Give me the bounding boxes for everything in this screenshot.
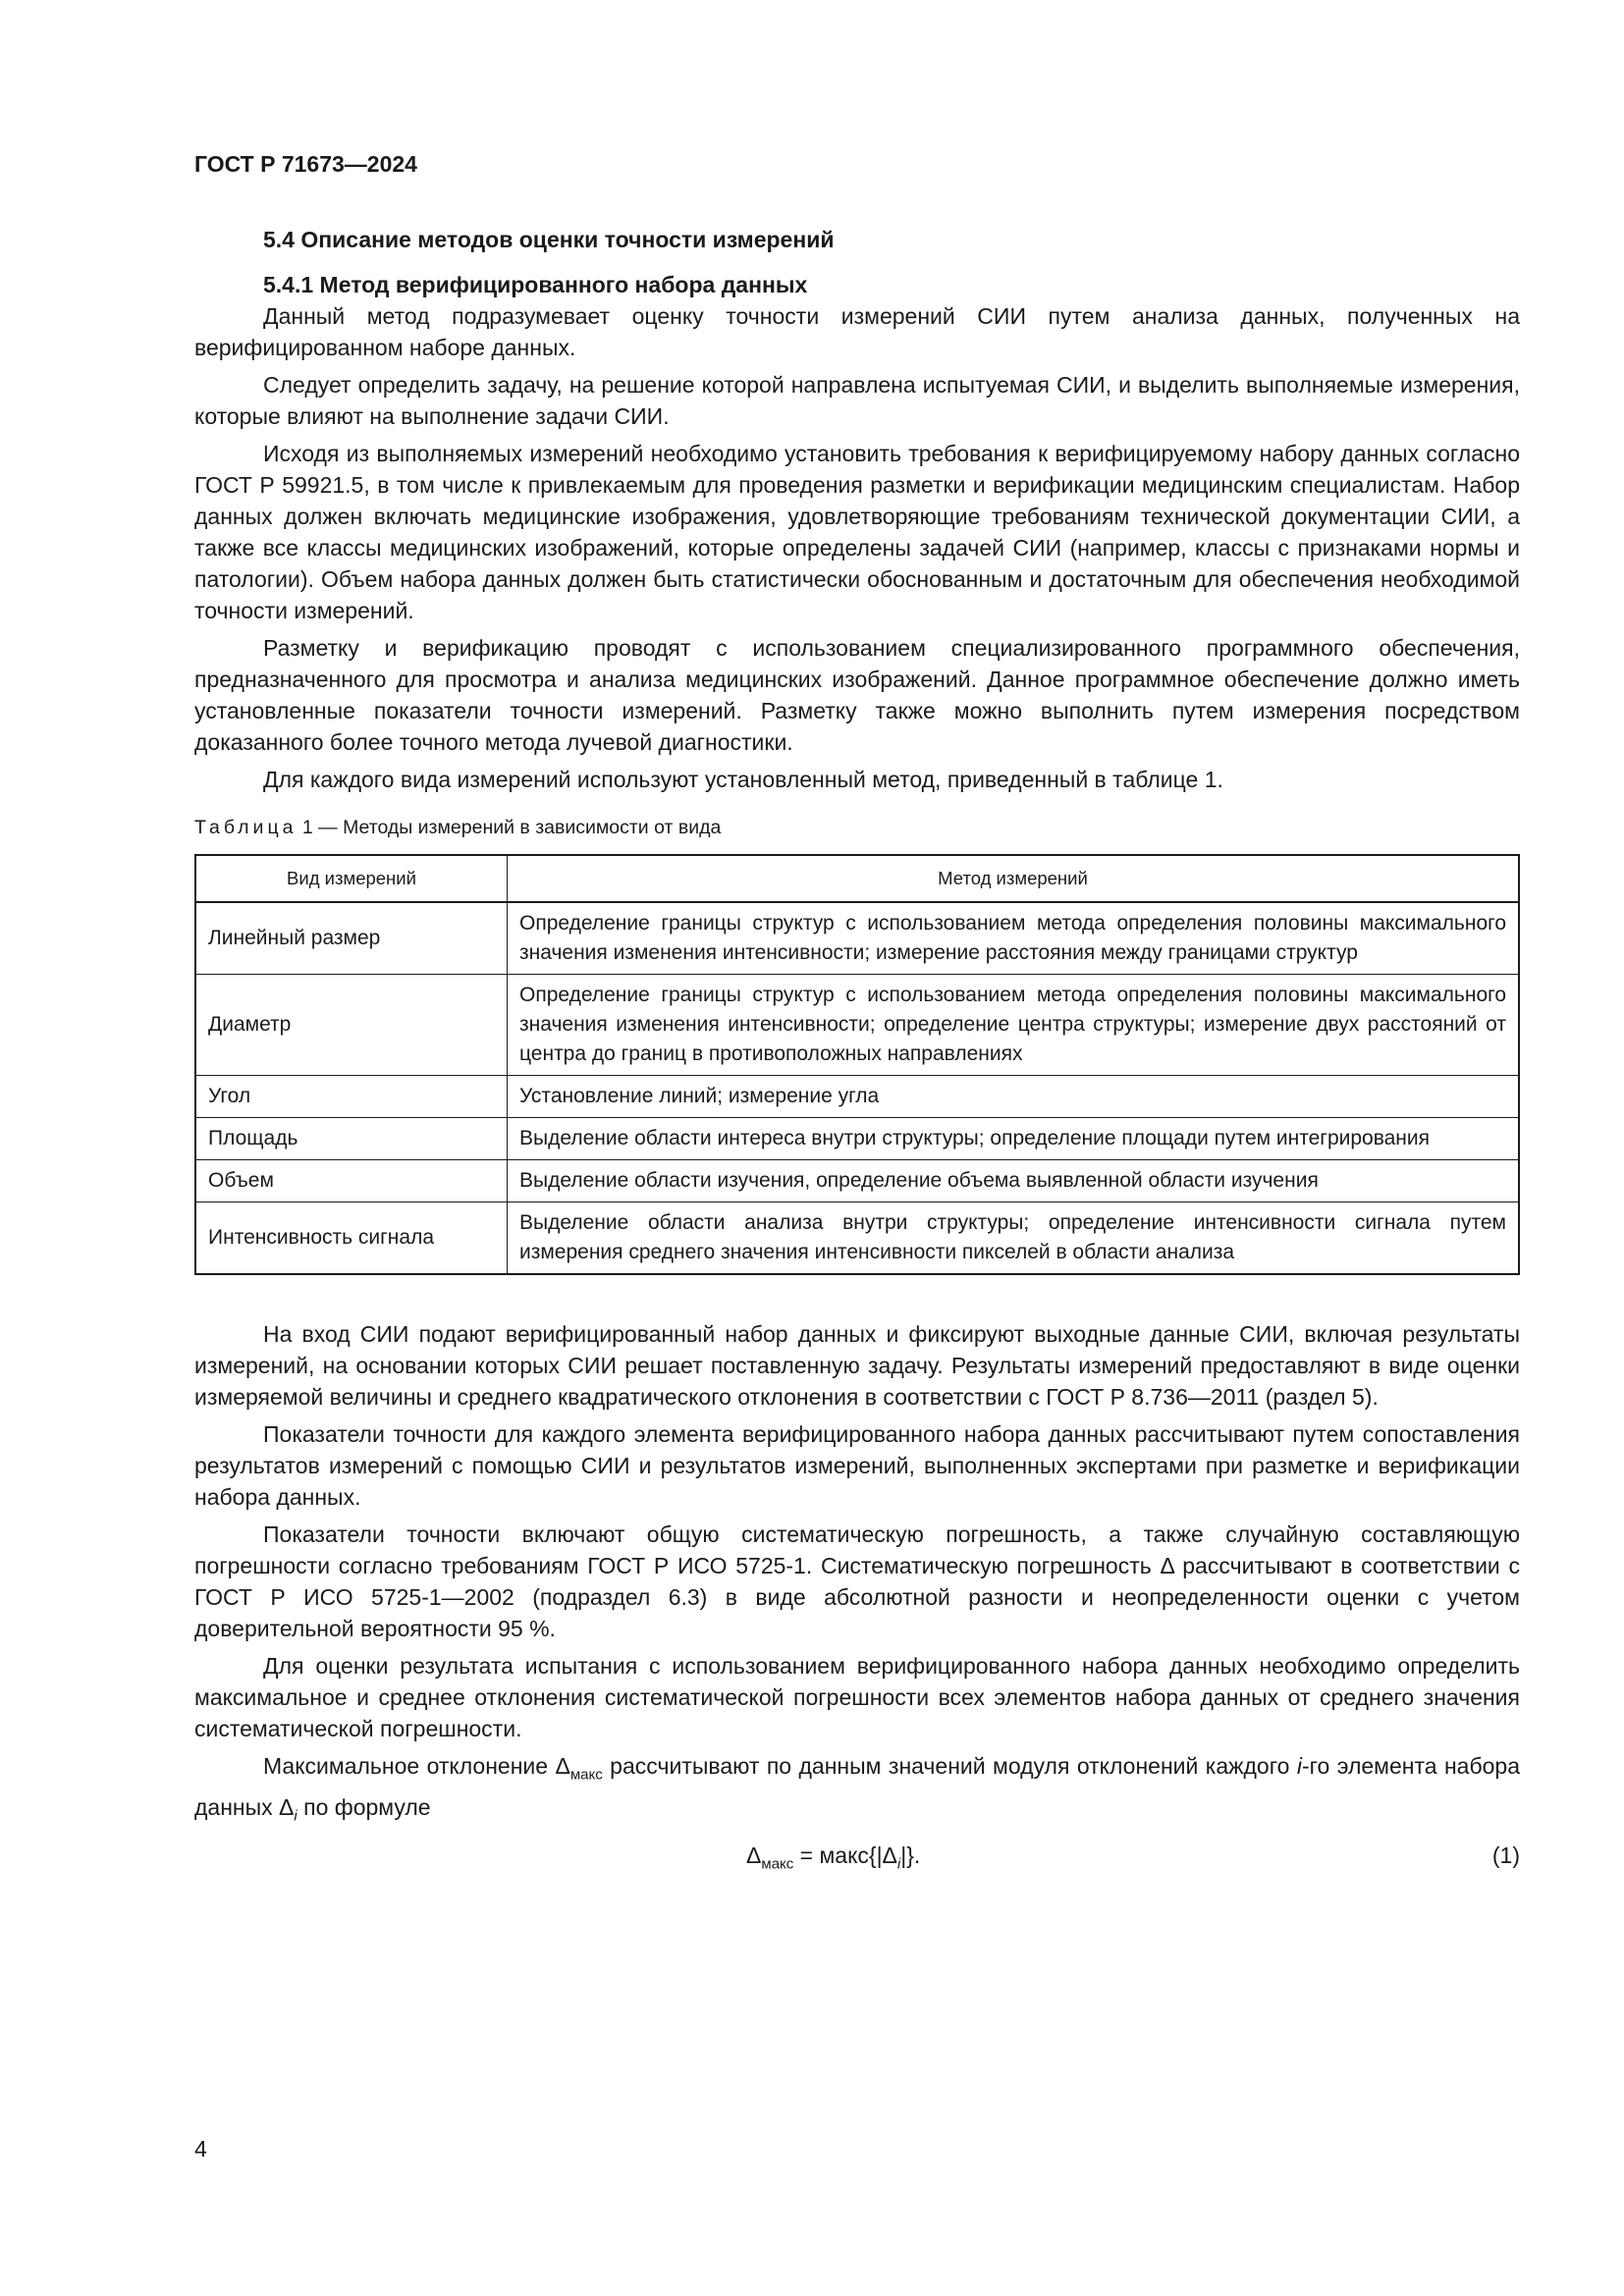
subscript: макс xyxy=(569,1766,603,1784)
text-fragment: Максимальное отклонение Δ xyxy=(263,1753,570,1779)
table-cell-method: Выделение области анализа внутри структуры; определение интенсивности сигнала путем измерения среднего значения интенсивности пикселей в области анализа xyxy=(508,1202,1520,1275)
paragraph: Показатели точности включают общую систематическую погрешность, а также случайную составляющую погрешности согласно требованиям ГОСТ Р ИСО 5725-1. Систематическую погрешность Δ рассчитывают в соответствии с ГОСТ Р ИСО 5725-1—2002 (подраздел 6.3) в виде абсолютной разности и неопределенности оценки с учетом доверительной вероятности 95 %. xyxy=(194,1522,1520,1641)
table-cell-method: Установление линий; измерение угла xyxy=(508,1076,1520,1118)
formula-intro-paragraph xyxy=(194,1750,1520,1832)
text-fragment: рассчитывают по данным значений модуля отклонений каждого xyxy=(602,1753,1297,1779)
table-row xyxy=(195,1076,1519,1118)
table-header-row xyxy=(195,855,1519,902)
table-row xyxy=(195,975,1519,1076)
paragraph: На вход СИИ подают верифицированный набор данных и фиксируют выходные данные СИИ, включая результаты измерений, на основании которых СИИ решает поставленную задачу. Результаты измерений предоставляют в виде оценки измеряемой величины и среднего квадратического отклонения в соответствии с ГОСТ Р 8.736—2011 (раздел 5). xyxy=(194,1321,1520,1410)
table-cell-method: Определение границы структур с использованием метода определения половины максимального значения изменения интенсивности; определение центра структуры; измерение двух расстояний от центра до границ в противоположных направлениях xyxy=(508,975,1520,1076)
formula-delta: Δ xyxy=(746,1842,762,1869)
text-fragment: по формуле xyxy=(297,1793,431,1820)
formula-rhs-end: |}. xyxy=(900,1842,921,1869)
table-cell-kind: Угол xyxy=(195,1076,508,1118)
table-cell-method: Определение границы структур с использованием метода определения половины максимального значения изменения интенсивности; измерение расстояния между границами структур xyxy=(508,902,1520,975)
paragraph: Для оценки результата испытания с использованием верифицированного набора данных необходимо определить максимальное и среднее отклонения систематической погрешности всех элементов набора данных от среднего значения систематической погрешности. xyxy=(194,1653,1520,1741)
table-caption xyxy=(194,815,1520,840)
formula-rhs: = макс{|Δ xyxy=(793,1842,897,1869)
subsection-heading: 5.4.1 Метод верифицированного набора данных xyxy=(263,272,808,297)
formula xyxy=(746,1838,920,1883)
table-caption-label: Таблица xyxy=(194,817,298,838)
formula-subscript: макс xyxy=(761,1855,794,1873)
paragraph: Показатели точности для каждого элемента верифицированного набора данных рассчитывают путем сопоставления результатов измерений с помощью СИИ и результатов измерений, выполненных экспертами при разметке и верификации набора данных. xyxy=(194,1421,1520,1510)
page-number: 4 xyxy=(194,2136,207,2162)
paragraph: Данный метод подразумевает оценку точности измерений СИИ путем анализа данных, полученных на верифицированном наборе данных. xyxy=(194,303,1520,360)
text-fragment: -го элемента набора данных Δ xyxy=(194,1753,1520,1820)
section-heading: 5.4 Описание методов оценки точности измерений xyxy=(263,227,835,252)
table-row xyxy=(195,902,1519,975)
after-table-text xyxy=(194,1318,1520,1832)
table-row xyxy=(195,1202,1519,1275)
table-header-kind: Вид измерений xyxy=(195,855,508,902)
table-caption-text: 1 — Методы измерений в зависимости от вида xyxy=(297,817,722,838)
standard-code-header: ГОСТ Р 71673—2024 xyxy=(194,151,417,177)
paragraph: Разметку и верификацию проводят с использованием специализированного программного обеспечения, предназначенного для просмотра и анализа медицинских изображений. Данное программное обеспечение должно иметь установленные показатели точности измерений. Разметку также можно выполнить путем измерения посредством доказанного более точного метода лучевой диагностики. xyxy=(194,635,1520,755)
formula-number: (1) xyxy=(1491,1842,1520,1869)
table-row xyxy=(195,1160,1519,1202)
table-cell-kind: Объем xyxy=(195,1160,508,1202)
methods-table xyxy=(194,854,1520,1275)
page-content xyxy=(194,224,1520,1873)
formula-row xyxy=(194,1838,1520,1873)
table-cell-method: Выделение области интереса внутри структуры; определение площади путем интегрирования xyxy=(508,1118,1520,1160)
paragraph: Следует определить задачу, на решение которой направлена испытуемая СИИ, и выделить выполняемые измерения, которые влияют на выполнение задачи СИИ. xyxy=(194,372,1520,429)
variable: i xyxy=(1296,1753,1302,1779)
table-cell-kind: Диаметр xyxy=(195,975,508,1076)
paragraph: Исходя из выполняемых измерений необходимо установить требования к верифицируемому набору данных согласно ГОСТ Р 59921.5, в том числе к привлекаемым для проведения разметки и верификации медицинским специалистам. Набор данных должен включать медицинские изображения, удовлетворяющие требованиям технической документации СИИ, а также все классы медицинских изображений, которые определены задачей СИИ (например, классы с признаками нормы и патологии). Объем набора данных должен быть статистически обоснованным и достаточным для обеспечения необходимой точности измерений. xyxy=(194,441,1520,623)
paragraph: Для каждого вида измерений используют установленный метод, приведенный в таблице 1. xyxy=(263,767,1223,792)
table-cell-method: Выделение области изучения, определение объема выявленной области изучения xyxy=(508,1160,1520,1202)
table-row xyxy=(195,1118,1519,1160)
variable: i xyxy=(294,1807,298,1825)
table-cell-kind: Площадь xyxy=(195,1118,508,1160)
table-cell-kind: Интенсивность сигнала xyxy=(195,1202,508,1275)
variable: i xyxy=(896,1855,901,1873)
table-header-method: Метод измерений xyxy=(508,855,1520,902)
table-cell-kind: Линейный размер xyxy=(195,902,508,975)
